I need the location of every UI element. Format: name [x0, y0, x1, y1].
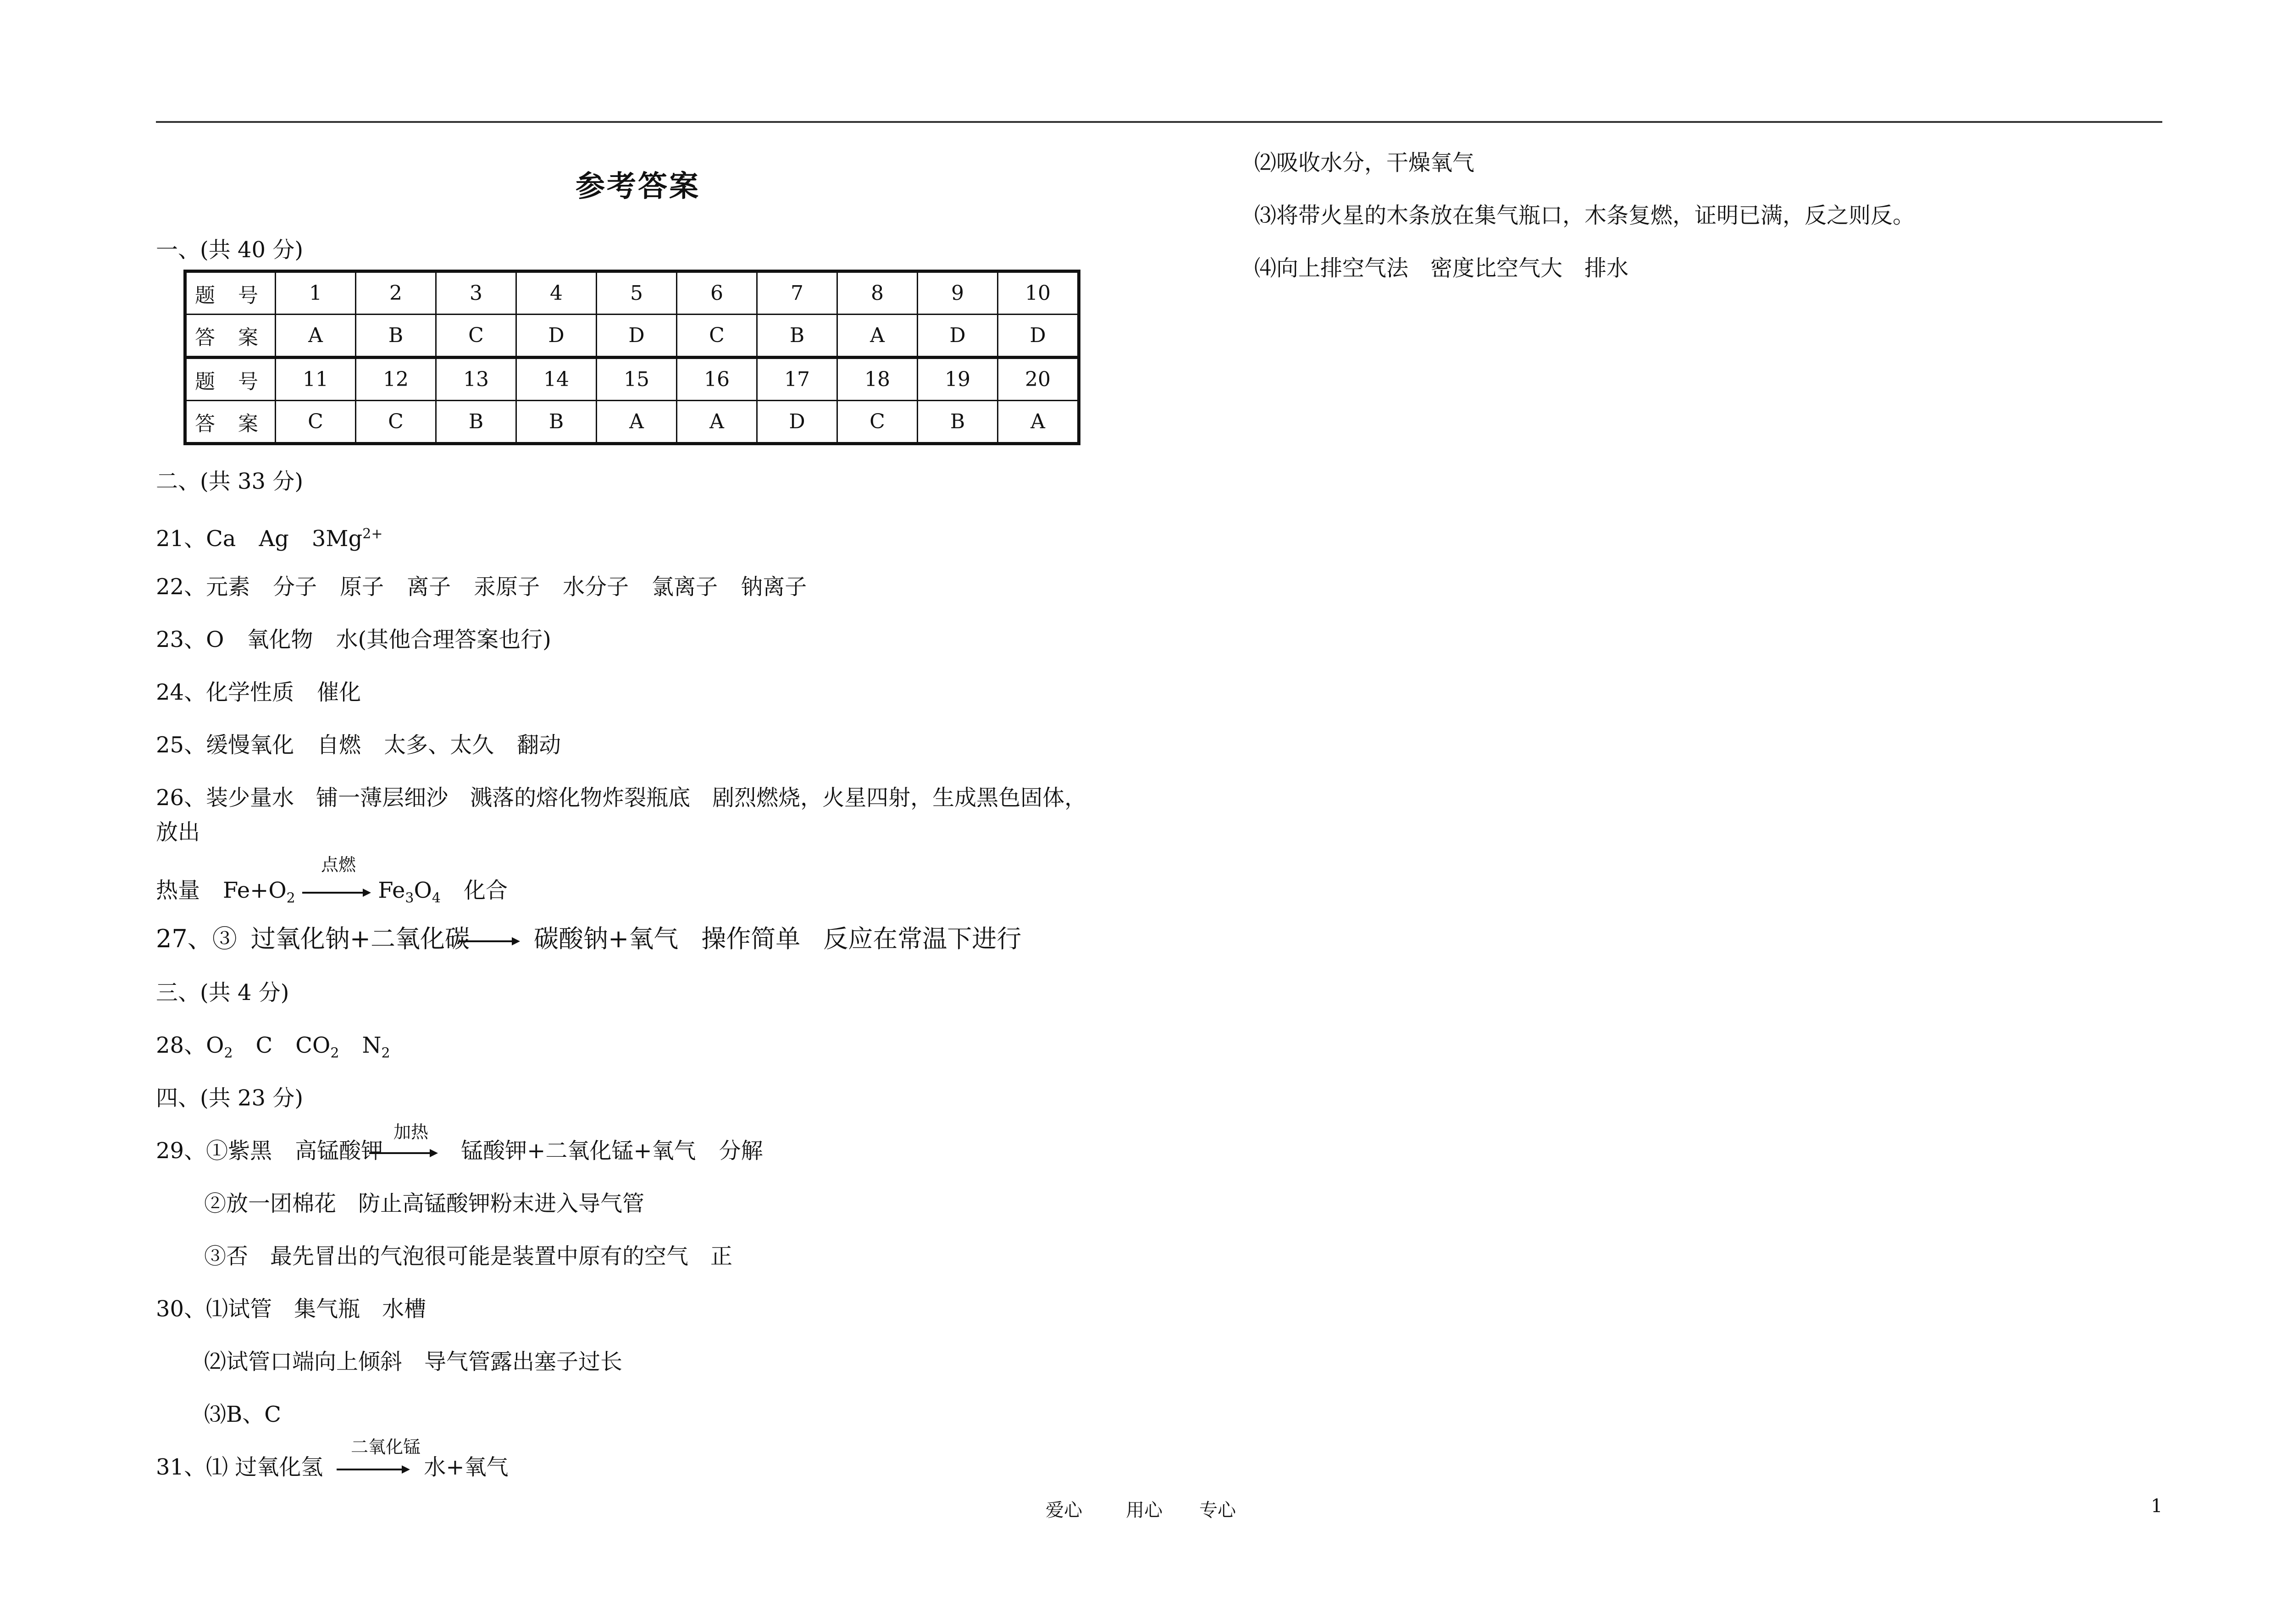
table-cell: D	[918, 315, 998, 358]
table-cell: 19	[918, 358, 998, 401]
subscript: 2	[330, 1045, 339, 1061]
answer-26-line3	[156, 877, 508, 912]
table-cell: C	[276, 401, 356, 444]
answer-21	[156, 520, 382, 552]
table-cell: A	[677, 401, 757, 444]
reaction-condition: 加热	[393, 1122, 429, 1142]
table-cell: 13	[436, 358, 516, 401]
table-cell: C	[677, 315, 757, 358]
table-cell: D	[998, 315, 1079, 358]
answer-31-3: ⑶将带火星的木条放在集气瓶口，木条复燃，证明已满，反之则反。	[1254, 203, 1915, 228]
product-formula: Fe	[378, 878, 405, 903]
table-cell: B	[516, 401, 597, 444]
reaction-condition: 点燃	[321, 855, 356, 875]
answer-24-prefix: 24、化学性质	[156, 679, 294, 705]
answer-22-item: 汞原子	[474, 574, 540, 600]
table-cell: 11	[276, 358, 356, 401]
section3-heading: 三、(共 4 分)	[156, 980, 289, 1005]
table-cell: 5	[597, 271, 677, 315]
table-cell: D	[757, 401, 837, 444]
answer-21-mg: 3Mg	[311, 526, 363, 552]
table-cell: 16	[677, 358, 757, 401]
answer-23-part: 水(其他合理答案也行)	[336, 627, 551, 652]
answer-28-part: N	[362, 1033, 382, 1058]
answer-22-item: 离子	[407, 574, 451, 600]
answer-24	[156, 679, 361, 706]
table-cell: A	[276, 315, 356, 358]
answer-22-item: 钠离子	[741, 574, 807, 600]
table-row	[185, 401, 1079, 444]
subscript: 3	[405, 890, 414, 906]
answer-30-2: ⑵试管口端向上倾斜 导气管露出塞子过长	[204, 1349, 623, 1375]
table-cell: B	[436, 401, 516, 444]
footer-motto: 爱心	[1046, 1500, 1082, 1521]
table-cell: A	[837, 315, 918, 358]
answer-29-prefix: 29、①紫黑	[156, 1138, 272, 1164]
table-cell: 4	[516, 271, 597, 315]
table-cell: 18	[837, 358, 918, 401]
answer-28-prefix: 28、O	[156, 1033, 224, 1058]
table-cell: D	[516, 315, 597, 358]
table-row	[185, 358, 1079, 401]
header-rule	[156, 121, 2162, 123]
answer-29-1	[156, 1137, 763, 1165]
reactant-formula: Fe+O	[223, 878, 287, 903]
table-cell: B	[918, 401, 998, 444]
answer-31-1	[156, 1453, 509, 1481]
answer-28-part: C	[255, 1033, 273, 1058]
answer-30-3: ⑶B、C	[204, 1402, 282, 1427]
table-cell: C	[436, 315, 516, 358]
row-label-number: 题 号	[185, 358, 276, 401]
answer-28-part: CO	[295, 1033, 331, 1058]
answer-25	[156, 731, 561, 759]
answer-27-products: 碳酸钠+氧气	[533, 924, 679, 953]
table-cell: 8	[837, 271, 918, 315]
table-cell: 20	[998, 358, 1079, 401]
answer-28	[156, 1032, 390, 1067]
answer-22-item: 水分子	[563, 574, 629, 600]
table-cell: 7	[757, 271, 837, 315]
row-label-number: 题 号	[185, 271, 276, 315]
answer-27-prefix: 27、③	[156, 924, 237, 953]
answer-22-item: 氯离子	[652, 574, 718, 600]
table-cell: 17	[757, 358, 837, 401]
answer-31-2: ⑵吸收水分，干燥氧气	[1254, 150, 1475, 176]
answer-23-prefix: 23、O	[156, 627, 224, 652]
reaction-arrow-icon	[302, 889, 371, 895]
footer-motto: 专心	[1199, 1500, 1236, 1521]
answer-31-products: 水+氧气	[424, 1454, 509, 1480]
reaction-arrow-icon	[337, 1466, 410, 1472]
answer-22-prefix: 22、元素	[156, 574, 250, 600]
answer-29-2: ②放一团棉花 防止高锰酸钾粉末进入导气管	[204, 1191, 645, 1216]
reaction-type: 化合	[463, 878, 508, 903]
answer-29-3: ③否 最先冒出的气泡很可能是装置中原有的空气 正	[204, 1243, 733, 1269]
table-cell: 10	[998, 271, 1079, 315]
subscript: 2	[381, 1045, 390, 1061]
answer-27-reactants: 过氧化钠+二氧化碳	[250, 924, 470, 953]
answer-27-part: 反应在常温下进行	[823, 924, 1022, 953]
reaction-arrow-icon	[458, 938, 520, 944]
answer-29-reactant: 高锰酸钾	[295, 1138, 383, 1164]
answer-25-part: 太多、太久	[384, 732, 494, 758]
table-row	[185, 271, 1079, 315]
answer-23-part: 氧化物	[247, 627, 313, 652]
answer-31-prefix: 31、⑴ 过氧化氢	[156, 1454, 323, 1480]
answer-21-prefix: 21、Ca	[156, 526, 236, 552]
table-cell: B	[757, 315, 837, 358]
table-row	[185, 315, 1079, 358]
section4-heading: 四、(共 23 分)	[156, 1085, 304, 1111]
table-cell: 9	[918, 271, 998, 315]
subscript: 2	[224, 1045, 233, 1061]
subscript: 2	[286, 890, 295, 906]
product-formula: O	[414, 878, 432, 903]
answer-24-part: 催化	[317, 679, 361, 705]
answer-25-part: 翻动	[517, 732, 561, 758]
table-cell: A	[597, 401, 677, 444]
answer-22	[156, 573, 807, 601]
table-cell: 2	[356, 271, 436, 315]
answer-29-products: 锰酸钾+二氧化锰+氧气	[461, 1138, 696, 1164]
table-cell: C	[837, 401, 918, 444]
table-cell: B	[356, 315, 436, 358]
section2-heading: 二、(共 33 分)	[156, 469, 304, 494]
answer-26-line1: 26、装少量水 铺一薄层细沙 溅落的熔化物炸裂瓶底 剧烈燃烧，火星四射，生成黑色固体，	[156, 785, 1087, 811]
table-cell: 3	[436, 271, 516, 315]
page-number: 1	[2151, 1496, 2163, 1517]
answer-23	[156, 626, 551, 653]
table-cell: C	[356, 401, 436, 444]
page-title: 参考答案	[576, 169, 700, 204]
row-label-answer: 答 案	[185, 401, 276, 444]
answer-25-prefix: 25、缓慢氧化	[156, 732, 294, 758]
table-cell: 15	[597, 358, 677, 401]
answer-21-ag: Ag	[259, 526, 289, 552]
answer-26-line2: 放出	[156, 819, 200, 845]
answer-31-4: ⑷向上排空气法 密度比空气大 排水	[1254, 255, 1629, 281]
answer-22-item: 分子	[273, 574, 317, 600]
table-cell: D	[597, 315, 677, 358]
answer-27-part: 操作简单	[701, 924, 801, 953]
answer-22-item: 原子	[340, 574, 384, 600]
subscript: 4	[432, 890, 441, 906]
answer-25-part: 自燃	[317, 732, 361, 758]
answer-27	[156, 925, 1021, 953]
answer-29-type: 分解	[719, 1138, 763, 1164]
section1-heading: 一、(共 40 分)	[156, 237, 304, 263]
charge-superscript: 2+	[362, 526, 383, 542]
footer-motto: 用心	[1126, 1500, 1163, 1521]
answer-26-prefix: 热量	[156, 878, 200, 903]
answer-30-1: 30、⑴试管 集气瓶 水槽	[156, 1296, 426, 1322]
reaction-arrow-icon	[369, 1150, 438, 1155]
table-cell: 12	[356, 358, 436, 401]
answer-table	[183, 270, 1080, 445]
table-cell: 1	[276, 271, 356, 315]
reaction-condition: 二氧化锰	[351, 1437, 421, 1457]
row-label-answer: 答 案	[185, 315, 276, 358]
table-cell: 14	[516, 358, 597, 401]
table-cell: 6	[677, 271, 757, 315]
table-cell: A	[998, 401, 1079, 444]
